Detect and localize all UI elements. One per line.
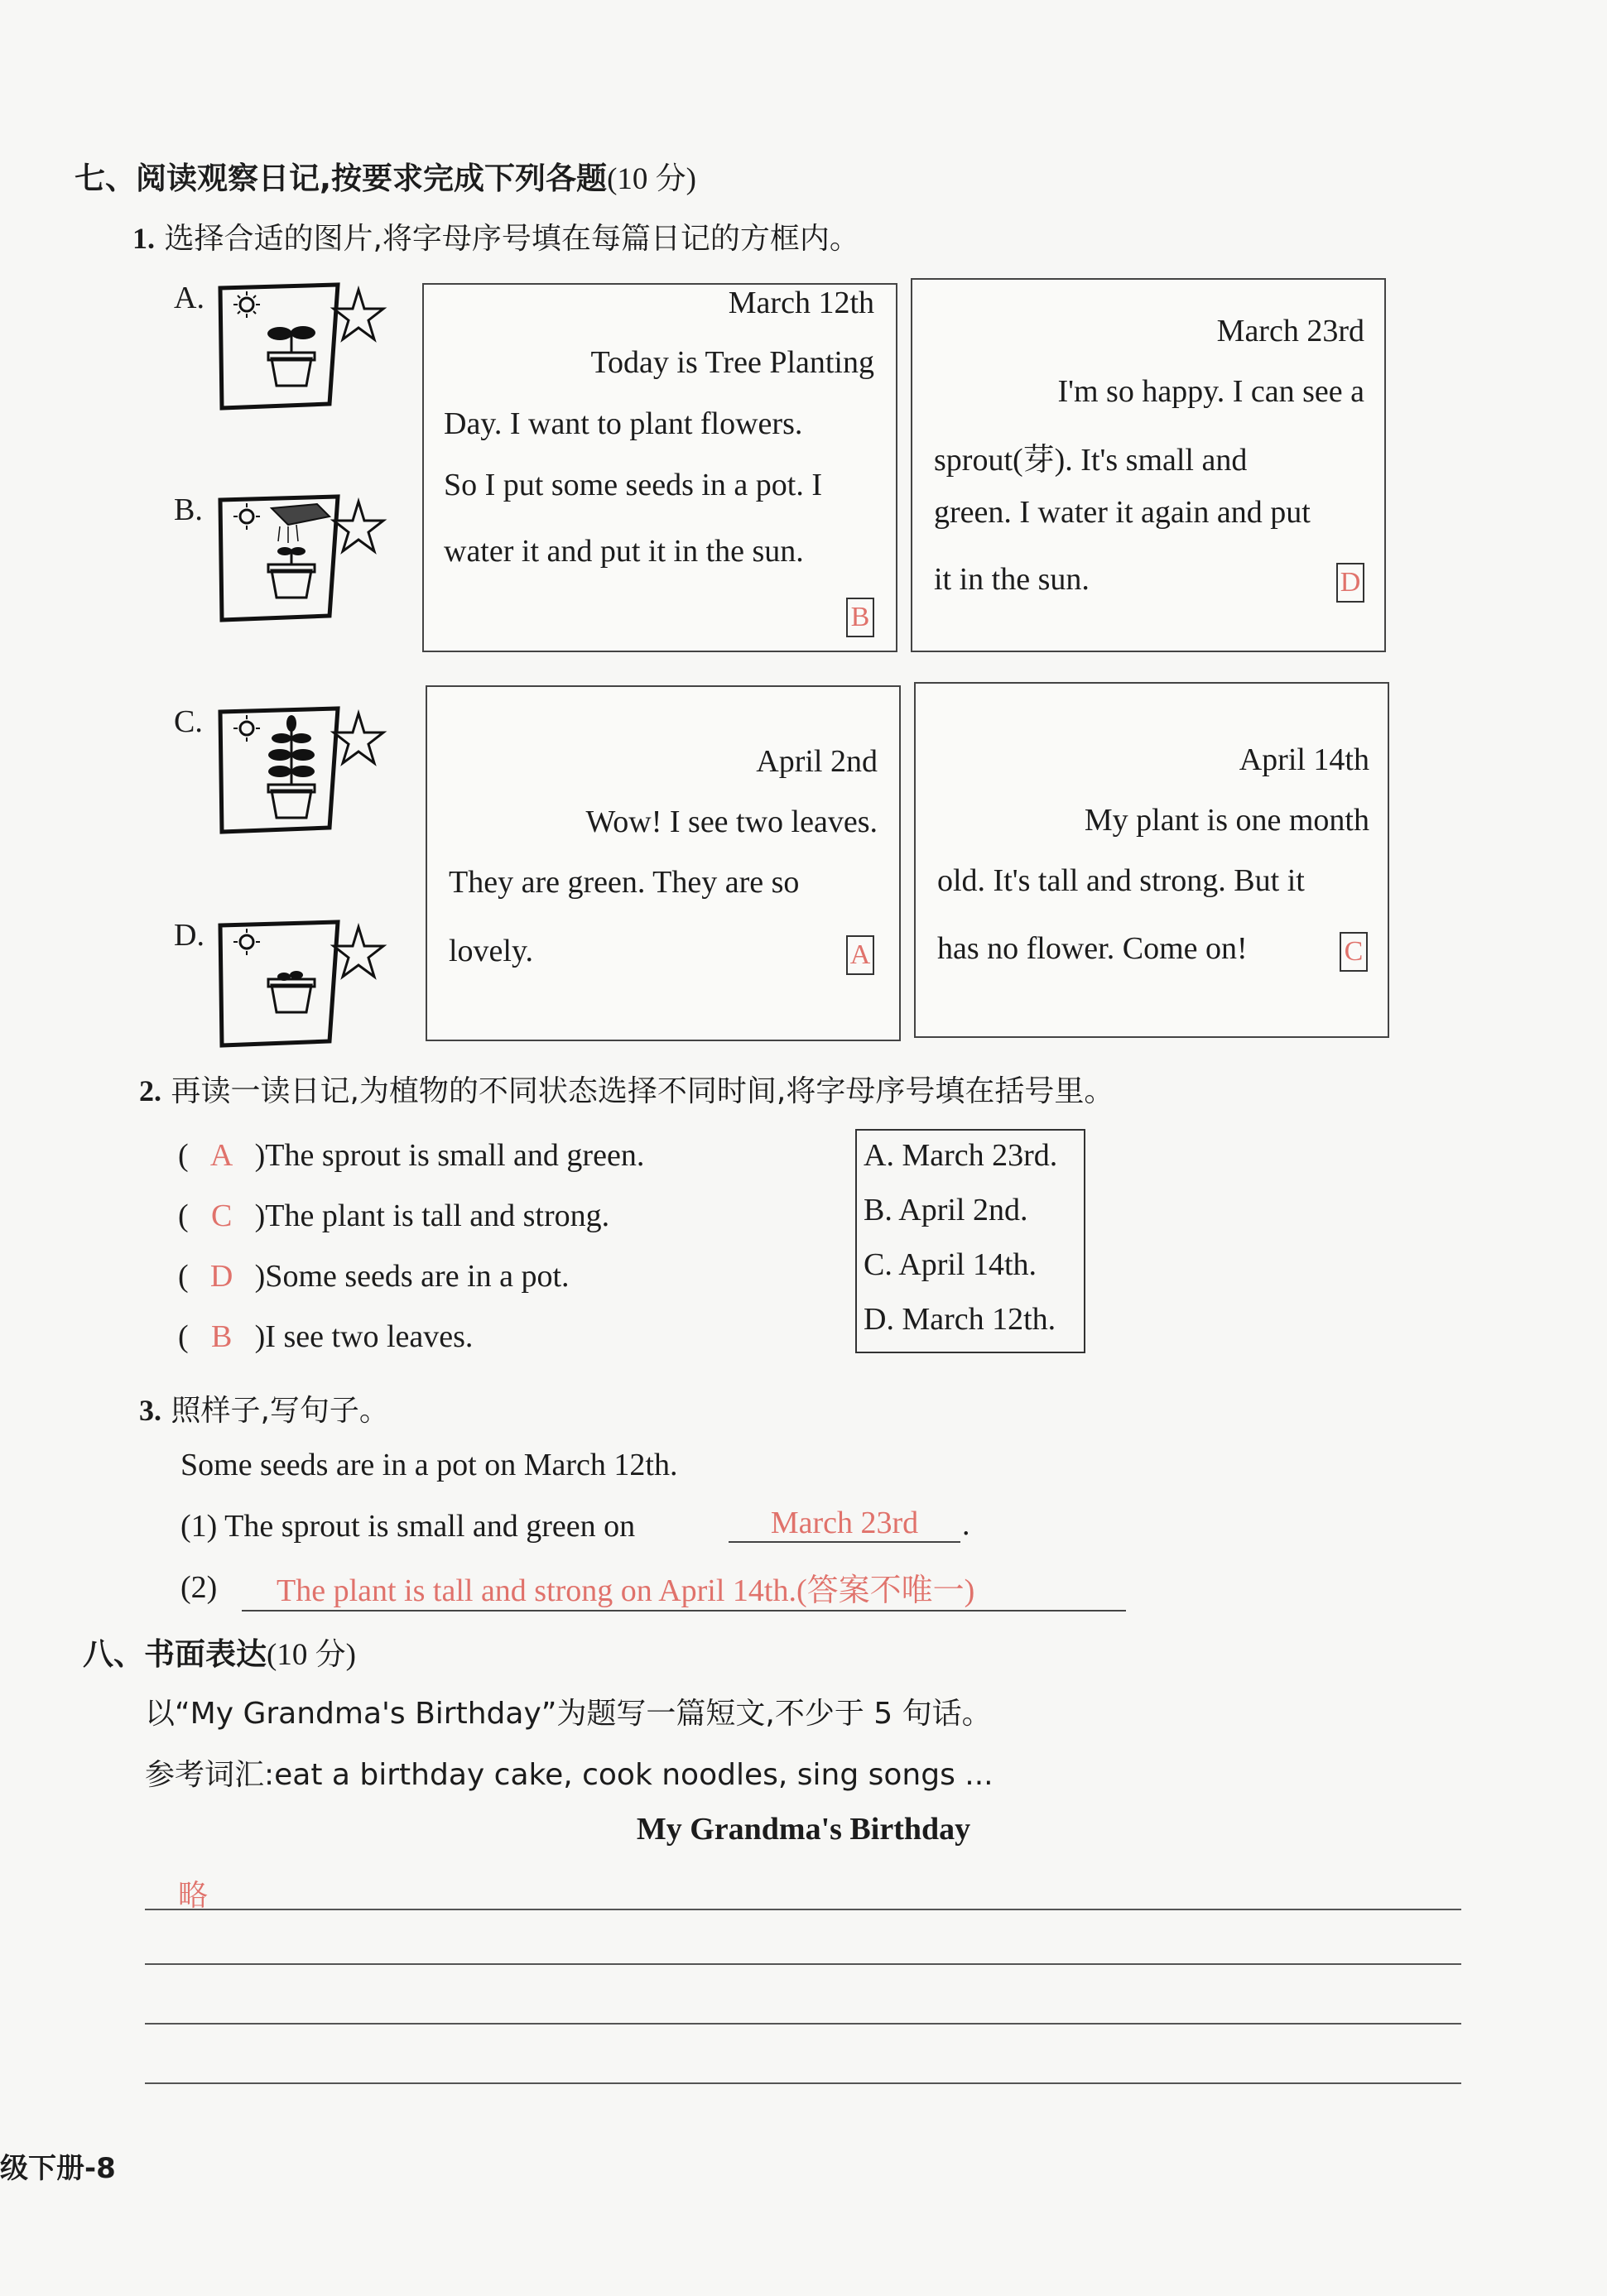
question-1-text: 选择合适的图片,将字母序号填在每篇日记的方框内。	[164, 222, 859, 256]
diary-march-23rd	[911, 278, 1386, 652]
q2-option: A. March 23rd.	[864, 1138, 1058, 1173]
sun-pot-tall-plant-icon	[214, 704, 387, 836]
q2-option: B. April 2nd.	[864, 1193, 1028, 1227]
sun-pot-sprout-icon	[214, 917, 387, 1050]
section-8-prompt: 以“My Grandma's Birthday”为题写一篇短文,不少于 5 句话。	[145, 1697, 992, 1731]
diary-answer-box[interactable]: B	[846, 598, 874, 637]
diary-april-2nd	[426, 685, 901, 1041]
question-2-instruction	[139, 1068, 1114, 1110]
q2-option: D. March 12th.	[864, 1302, 1056, 1337]
picture-b-label: B.	[174, 492, 203, 527]
diary-line: They are green. They are so	[449, 865, 800, 900]
q2-answer-blank[interactable]: B	[210, 1319, 233, 1354]
diary-line: My plant is one month	[1084, 803, 1369, 838]
diary-line: So I put some seeds in a pot. I	[444, 468, 823, 502]
diary-date: April 14th	[1239, 742, 1369, 777]
sun-pot-two-leaves-icon	[214, 280, 387, 412]
picture-a-label: A.	[174, 281, 204, 315]
diary-line: I'm so happy. I can see a	[1057, 374, 1364, 409]
sun-watering-can-pot-icon	[214, 492, 387, 624]
q2-item-open-paren: (	[178, 1138, 189, 1173]
section-8-points: (10 分)	[267, 1638, 356, 1672]
diary-line: Today is Tree Planting	[590, 345, 874, 380]
q2-item	[178, 1258, 570, 1295]
section-7-title-text: 七、阅读观察日记,按要求完成下列各题	[75, 161, 608, 196]
q3-sentence-1-end: .	[962, 1507, 970, 1542]
question-3-text: 照样子,写句子。	[171, 1394, 389, 1428]
q3-sentence-1-answer[interactable]: March 23rd	[729, 1505, 960, 1543]
q2-answer-blank[interactable]: A	[209, 1138, 233, 1173]
q2-item	[178, 1198, 609, 1234]
diary-line: lovely.	[449, 934, 534, 968]
q2-item-open-paren: (	[178, 1198, 189, 1233]
section-8-title	[83, 1629, 356, 1674]
essay-title: My Grandma's Birthday	[636, 1812, 971, 1847]
section-8-vocabulary: 参考词汇:eat a birthday cake, cook noodles, sing songs ...	[145, 1758, 994, 1792]
picture-d-label: D.	[174, 918, 204, 953]
q2-item-text: )Some seeds are in a pot.	[254, 1259, 570, 1294]
question-1-number: 1.	[132, 222, 155, 255]
diary-line: has no flower. Come on!	[937, 931, 1248, 966]
q3-example: Some seeds are in a pot on March 12th.	[180, 1448, 678, 1482]
diary-answer-box[interactable]: D	[1336, 563, 1364, 603]
q2-item-text: )I see two leaves.	[254, 1319, 474, 1354]
writing-line	[145, 2082, 1461, 2084]
diary-date: April 2nd	[756, 744, 878, 779]
section-7-points: (10 分)	[607, 162, 696, 196]
q2-answer-blank[interactable]: C	[210, 1198, 233, 1233]
section-8-title-text: 八、书面表达	[83, 1636, 267, 1672]
picture-c-label: C.	[174, 704, 203, 739]
diary-line: water it and put it in the sun.	[444, 534, 804, 569]
writing-line	[145, 2023, 1461, 2025]
q2-option: C. April 14th.	[864, 1247, 1037, 1282]
essay-answer[interactable]: 略	[178, 1879, 209, 1913]
q2-item	[178, 1137, 644, 1174]
writing-line	[145, 1909, 1461, 1910]
q2-item-text: )The sprout is small and green.	[254, 1138, 645, 1173]
diary-line: Wow! I see two leaves.	[585, 805, 878, 839]
question-3-instruction	[139, 1387, 389, 1429]
q2-item	[178, 1319, 473, 1355]
q2-answer-blank[interactable]: D	[209, 1259, 233, 1294]
diary-march-12th	[422, 283, 897, 652]
page-footer: 级下册-8	[0, 2152, 116, 2185]
question-2-number: 2.	[139, 1074, 161, 1107]
diary-april-14th	[914, 682, 1389, 1038]
diary-line: green. I water it again and put	[934, 495, 1311, 530]
diary-line: it in the sun.	[934, 562, 1090, 597]
q2-item-open-paren: (	[178, 1259, 189, 1294]
diary-answer-box[interactable]: C	[1340, 932, 1368, 972]
q3-sentence-1-prefix: (1) The sprout is small and green on	[180, 1509, 636, 1544]
question-3-number: 3.	[139, 1394, 161, 1427]
q3-sentence-2-prefix: (2)	[180, 1570, 218, 1605]
writing-line	[145, 1963, 1461, 1965]
question-1-instruction	[132, 215, 859, 257]
q3-sentence-2-answer[interactable]: The plant is tall and strong on April 14th.(答案不唯一)	[242, 1564, 1126, 1612]
diary-line: Day. I want to plant flowers.	[444, 406, 803, 441]
diary-answer-box[interactable]: A	[846, 935, 874, 975]
q2-item-open-paren: (	[178, 1319, 189, 1354]
q2-options-box	[855, 1129, 1085, 1353]
question-2-text: 再读一读日记,为植物的不同状态选择不同时间,将字母序号填在括号里。	[171, 1074, 1114, 1108]
diary-line: sprout(芽). It's small and	[934, 443, 1248, 478]
section-7-title	[75, 153, 696, 198]
q2-item-text: )The plant is tall and strong.	[254, 1198, 610, 1233]
diary-date: March 12th	[728, 286, 874, 320]
diary-date: March 23rd	[1216, 314, 1364, 348]
diary-line: old. It's tall and strong. But it	[937, 863, 1305, 898]
